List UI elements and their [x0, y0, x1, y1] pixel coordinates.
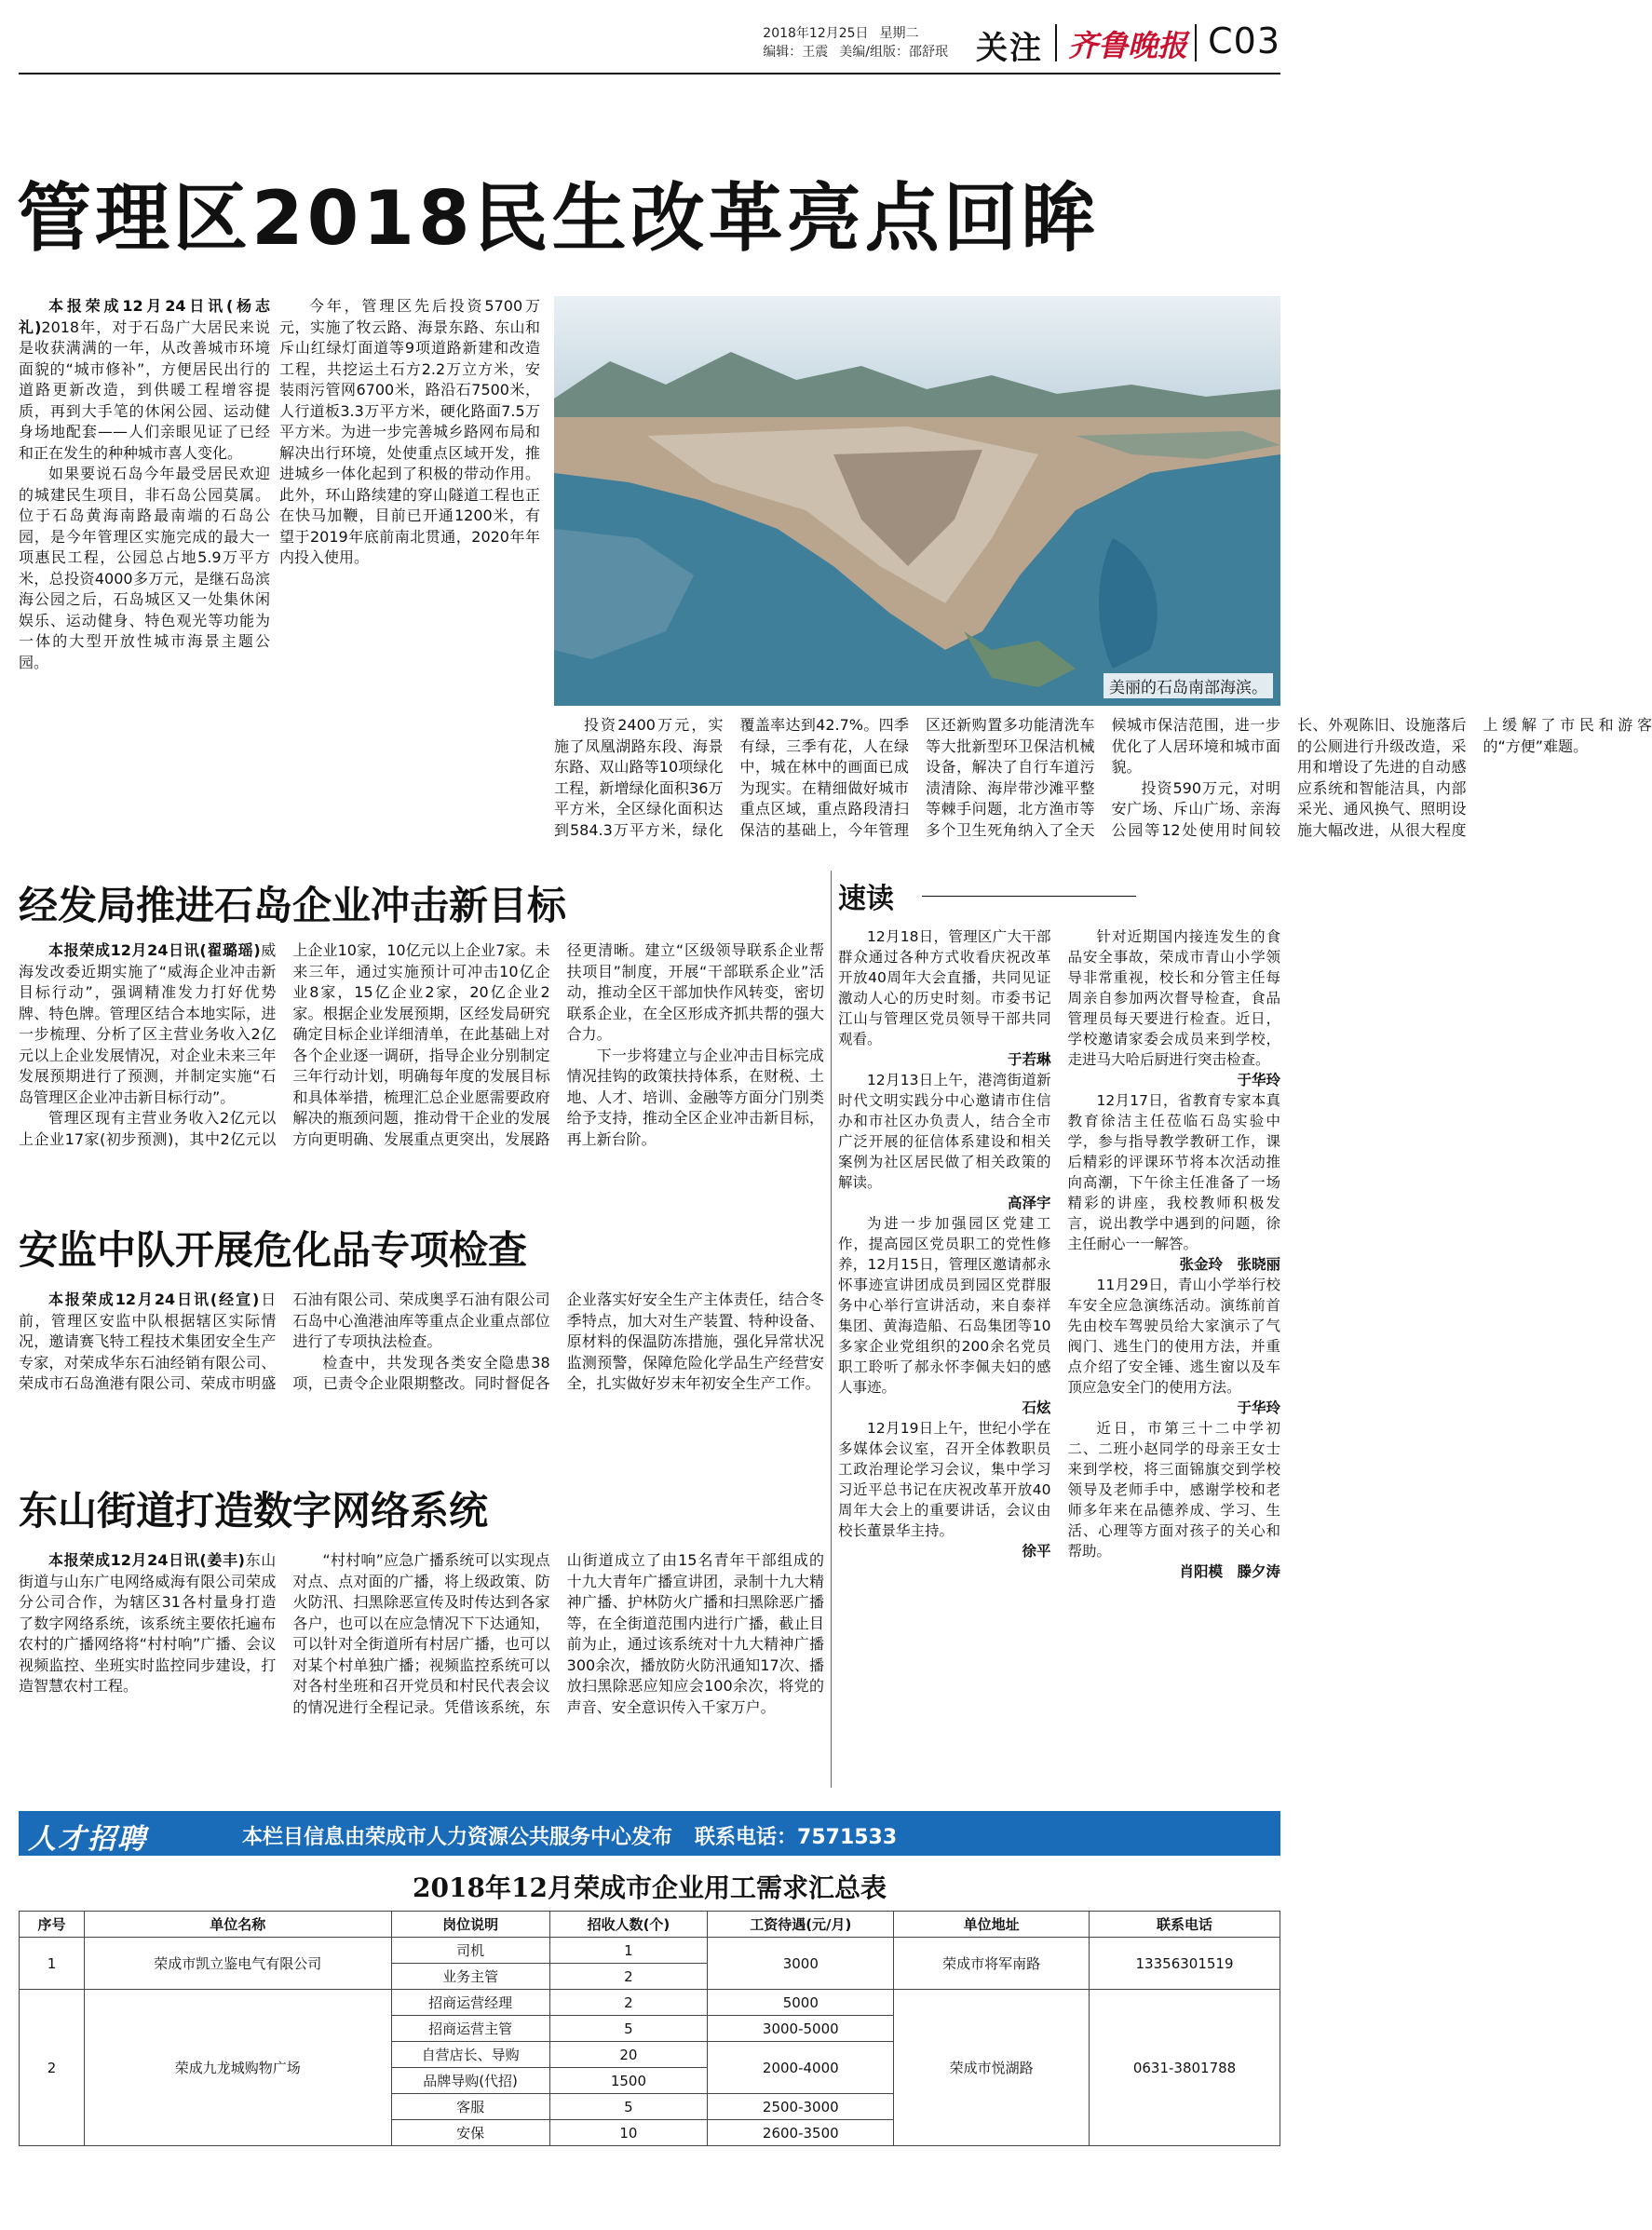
job-title: 客服 [391, 2094, 549, 2120]
column-header: 单位地址 [894, 1912, 1090, 1938]
job-salary: 3000 [708, 1938, 894, 1990]
job-count: 1 [549, 1938, 708, 1964]
designer-credit: 美编/组版：邵舒珉 [839, 45, 948, 60]
job-count: 2 [549, 1990, 708, 2016]
quick-read-author: 于华玲 [1237, 1399, 1280, 1416]
article3-paragraph: 检查中，共发现各类安全隐患38项，已责令企业限期整改。同时督促各企业落实好安全生产主体责任，结合冬季特点，加大对生产装置、特种设备、原材料的保温防冻措施，强化异常状况监测预警，保障危险化学品生产经营安全，扎实做好岁末年初安全生产工作。 [292, 1291, 824, 1392]
editor-credit: 编辑：王震 [763, 45, 829, 60]
issue-weekday: 星期二 [879, 26, 919, 41]
recruitment-banner [19, 1811, 1280, 1856]
job-count: 5 [549, 2016, 708, 2042]
article3-byline: 本报荣成12月24日讯(经宣) [48, 1291, 260, 1308]
coastline-photo [554, 296, 1280, 706]
main-paragraph: 如果要说石岛今年最受居民欢迎的城建民生项目，非石岛公园莫属。位于石岛黄海南路最南端的石岛公园，是今年管理区实施完成的最大一项惠民工程，公园总占地5.9万平方米，总投资4000多万元，是继石岛滨海公园之后，石岛城区又一处集休闲娱乐、运动健身、特色观光等功能为一体的大型开放性城市海景主题公园。 [19, 465, 270, 671]
article2-paragraph: 管理区现有主营业务收入2亿元以上企业17家(初步预测)，其中2亿元以上企业10家，10亿元以上企业7家。未来三年，通过实施预计可冲击10亿企业8家，15亿企业2家，20亿企业2家。根据企业发展预期，区经发局研究确定目标企业详细清单，在此基础上对各个企业逐一调研，指导企业分别制定三年行动计划，明确每年度的发展目标和具体举措，梳理汇总企业愿需要政府解决的瓶颈问题，推动骨干企业的发展方向更明确、发展重点更突出，发展路径更清晰。建立“区级领导联系企业帮扶项目”制度，开展“干部联系企业”活动，推动全区干部加快作风转变，密切联系企业，在全区形成齐抓共帮的强大合力。 [19, 941, 824, 1148]
table-row [20, 1990, 1280, 2016]
job-title: 品牌导购(代招) [391, 2068, 549, 2094]
main-headline: 管理区2018民生改革亮点回眸 [17, 175, 1100, 262]
article3-body [19, 1290, 824, 1471]
main-paragraph: 投资2400万元，实施了凤凰湖路东段、海景东路、双山路等10项绿化工程，新增绿化面积36万平方米，全区绿化面积达到584.3万平方米，绿化覆盖率达到42.7%。四季有绿，三季有花，人在绿中，城在林中的画面已成为现实。在精细做好城市重点区域，重点路段清扫保洁的基础上，今年管理区还新购置多功能清洗车等大批新型环卫保洁机械设备，解决了自行车道污渍清除、海岸带沙滩平整等棘手问题，北方渔市等多个卫生死角纳入了全天候城市保洁范围，进一步优化了人居环境和城市面貌。 [554, 716, 1280, 839]
header-divider [1055, 24, 1057, 61]
main-article-col-1 [19, 296, 270, 864]
header-rule [19, 73, 1280, 74]
quick-read-author: 高泽宇 [1007, 1195, 1051, 1211]
column-header: 岗位说明 [391, 1912, 549, 1938]
quick-read-author: 徐平 [1022, 1543, 1051, 1560]
row-number: 2 [20, 1990, 85, 2146]
column-header: 序号 [20, 1912, 85, 1938]
job-count: 20 [549, 2042, 708, 2068]
article2-paragraph: 下一步将建立与企业冲击目标完成情况挂钩的政策扶持体系，在财税、土地、人才、培训、金融等方面分门别类给予支持，推动全区企业冲击新目标，再上新台阶。 [566, 1046, 824, 1148]
quick-read-body [838, 926, 1280, 1792]
column-header: 联系电话 [1090, 1912, 1280, 1938]
aerial-coast-image [554, 296, 1280, 706]
quick-read-item: 12月17日，省教育专家本真教育徐洁主任莅临石岛实验中学，参与指导教学教研工作，课后精彩的评课环节将本次活动推向高潮，下午徐主任准备了一场精彩的讲座，我校教师积极发言，说出教学中遇到的问题，徐主任耐心一一解答。 [1067, 1092, 1280, 1252]
job-title: 业务主管 [391, 1964, 549, 1990]
company-phone: 0631-3801788 [1090, 1990, 1280, 2146]
article4-paragraph: 东山街道与山东广电网络威海有限公司荣成分公司合作，为辖区31各村量身打造了数字网络系统，该系统主要依托遍布农村的广播网络将“村村响”广播、会议视频监控、坐班实时监控同步建设，打造智慧农村工程。 [19, 1551, 277, 1695]
section-label: 关注 [976, 30, 1043, 67]
article4-headline: 东山街道打造数字网络系统 [19, 1488, 489, 1534]
quick-read-item: 针对近期国内接连发生的食品安全事故，荣成市青山小学领导非常重视，校长和分管主任每周亲自参加两次督导检查，食品管理员每天要进行检查。近日，学校邀请家委会成员来到学校，走进马大哈后厨进行突击检查。 [1067, 928, 1280, 1068]
job-title: 招商运营经理 [391, 1990, 549, 2016]
recruitment-logo: 人才招聘 [28, 1823, 147, 1856]
job-salary: 3000-5000 [708, 2016, 894, 2042]
article2-paragraph: 威海发改委近期实施了“威海企业冲击新目标行动”，强调精准发力打好优势牌、特色牌。管理区结合本地实际，进一步梳理、分析了区主营业务收入2亿元以上企业发展情况，对企业未来三年发展预期进行了预测，并制定实施“石岛管理区企业冲击新目标行动”。 [19, 941, 277, 1106]
main-article-continued [554, 715, 1652, 850]
job-count: 2 [549, 1964, 708, 1990]
jobs-table [19, 1911, 1280, 2146]
recruitment-notice [242, 1821, 897, 1850]
job-count: 1500 [549, 2068, 708, 2094]
quick-read-item: 12月13日上午，港湾街道新时代文明实践分中心邀请市住信办和市社区办负责人，结合全市广泛开展的征信体系建设和相关案例为社区居民做了相关政策的解读。 [838, 1072, 1051, 1191]
recruitment-phone: 联系电话：7571533 [695, 1826, 898, 1849]
job-salary: 5000 [708, 1990, 894, 2016]
job-title: 司机 [391, 1938, 549, 1964]
job-title: 自营店长、导购 [391, 2042, 549, 2068]
quick-read-item: 12月19日上午，世纪小学在多媒体会议室，召开全体教职员工政治理论学习会议，集中学习习近平总书记在庆祝改革开放40周年大会上的重要讲话，会议由校长董景华主持。 [838, 1420, 1051, 1539]
quick-read-heading: 速读 [838, 883, 894, 915]
job-count: 5 [549, 2094, 708, 2120]
column-header: 招收人数(个) [549, 1912, 708, 1938]
quick-read-author: 肖阳模 滕夕涛 [1179, 1563, 1280, 1580]
job-salary: 2600-3500 [708, 2120, 894, 2146]
row-number: 1 [20, 1938, 85, 1990]
column-divider [831, 871, 832, 1788]
article2-body [19, 940, 824, 1229]
job-title: 招商运营主管 [391, 2016, 549, 2042]
job-salary: 2500-3000 [708, 2094, 894, 2120]
header-meta [763, 24, 959, 61]
article2-byline: 本报荣成12月24日讯(翟璐瑶) [48, 941, 261, 959]
company-name: 荣成九龙城购物广场 [84, 1990, 391, 2146]
quick-read-item: 11月29日，青山小学举行校车安全应急演练活动。演练前首先由校车驾驶员给大家演示了气阀门、逃生门的使用方法，并重点介绍了安全锤、逃生窗以及车顶应急安全门的使用方法。 [1067, 1277, 1280, 1396]
article3-paragraph: 日前，管理区安监中队根据辖区实际情况，邀请赛飞特工程技术集团安全生产专家，对荣成华东石油经销有限公司、荣成市石岛渔港有限公司、荣成市明盛石油有限公司、荣成奥孚石油有限公司石岛中心渔港油库等重点企业重点部位进行了专项执法检查。 [19, 1291, 550, 1392]
table-header-row [20, 1912, 1280, 1938]
quick-read-rule [922, 896, 1136, 897]
quick-read-author: 于若琳 [1007, 1051, 1051, 1068]
job-title: 安保 [391, 2120, 549, 2146]
quick-read-item: 为进一步加强园区党建工作，提高园区党员职工的党性修养，12月15日，管理区邀请郝永怀事迹宣讲团成员到园区党群服务中心举行宣讲活动，来自泰祥集团、黄海造船、石岛集团等10多家企业党组织的200余名党员职工聆听了郝永怀李佩夫妇的感人事迹。 [838, 1215, 1051, 1396]
column-header: 工资待遇(元/月) [708, 1912, 894, 1938]
article4-paragraph: “村村响”应急广播系统可以实现点对点、点对面的广播，将上级政策、防火防汛、扫黑除恶宣传及时传达到各家各户，也可以在应急情况下下达通知，可以针对全街道所有村居广播，也可以对某个村单独广播；视频监控系统可以对各村坐班和召开党员和村民代表会议的情况进行全程记录。凭借该系统，东山街道成立了由15名青年干部组成的十九大青年广播宣讲团，录制十九大精神广播、护林防火广播和扫黑除恶广播等，在全街道范围内进行广播，截止目前为止，通过该系统对十九大精神广播300余次，播放防火防汛通知17次、播放扫黑除恶应知应会100余次，将党的声音、安全意识传入千家万户。 [292, 1551, 824, 1716]
main-paragraph: 投资590万元，对明安广场、斥山广场、亲海公园等12处使用时间较长、外观陈旧、设施落后的公厕进行升级改造，采用和增设了先进的自动感应系统和智能洁具，内部采光、通风换气、照明设施大幅改进，从很大程度上缓解了市民和游客的“方便”难题。 [1111, 716, 1652, 839]
main-paragraph: 今年，管理区先后投资5700万元，实施了牧云路、海景东路、东山和斥山红绿灯面道等9项道路新建和改造工程，共挖运土石方2.2万立方米，安装雨污管网6700米，路沿石7500米，人行道板3.3万平方米，硬化路面7.5万平方米。为进一步完善城乡路网布局和解决出行环境，处使重点区域开发，推进城乡一体化起到了积极的带动作用。此外，环山路续建的穿山隧道工程也正在快马加鞭，目前已开通1200米，有望于2019年底前南北贯通，2020年年内投入使用。 [279, 297, 540, 566]
photo-caption: 美丽的石岛南部海滨。 [1104, 673, 1273, 698]
jobs-table-title: 2018年12月荣成市企业用工需求汇总表 [413, 1872, 887, 1903]
main-paragraph: 2018年，对于石岛广大居民来说是收获满满的一年，从改善城市环境面貌的“城市修补”，方便居民出行的道路更新改造，到供暖工程增容提质，再到大手笔的休闲公园、运动健身场地配套——人们亲眼见证了已经和正在发生的种种城市喜人变化。 [19, 318, 270, 462]
company-name: 荣成市凯立鉴电气有限公司 [84, 1938, 391, 1990]
quick-read-author: 于华玲 [1237, 1072, 1280, 1088]
quick-read-author: 张金玲 张晓丽 [1179, 1256, 1280, 1273]
article3-headline: 安监中队开展危化品专项检查 [19, 1227, 528, 1273]
job-salary: 2000-4000 [708, 2042, 894, 2094]
header-divider [1195, 24, 1197, 61]
company-phone: 13356301519 [1090, 1938, 1280, 1990]
article4-body [19, 1550, 824, 1788]
page-header [19, 17, 1280, 71]
issue-date: 2018年12月25日 [763, 26, 869, 41]
main-byline: 本报荣成12月24日讯(杨志礼) [19, 297, 270, 336]
quick-read-item: 12月18日，管理区广大干部群众通过各种方式收看庆祝改革开放40周年大会直播，共同见证激动人心的历史时刻。市委书记江山与管理区党员领导干部共同观看。 [838, 928, 1051, 1047]
article2-headline: 经发局推进石岛企业冲击新目标 [19, 883, 567, 928]
company-address: 荣成市悦湖路 [894, 1990, 1090, 2146]
quick-read-author: 石炫 [1022, 1399, 1051, 1416]
article4-byline: 本报荣成12月24日讯(姜丰) [48, 1551, 245, 1569]
main-article-col-2 [279, 296, 540, 836]
quick-read-item: 近日，市第三十二中学初二、二班小赵同学的母亲王女士来到学校，将三面锦旗交到学校领导及老师手中，感谢学校和老师多年来在品德养成、学习、生活、心理等方面对孩子的关心和帮助。 [1067, 1420, 1280, 1560]
job-count: 10 [549, 2120, 708, 2146]
column-header: 单位名称 [84, 1912, 391, 1938]
table-row [20, 1938, 1280, 1964]
page-number: C03 [1208, 20, 1280, 61]
company-address: 荣成市将军南路 [894, 1938, 1090, 1990]
recruitment-source: 本栏目信息由荣成市人力资源公共服务中心发布 [242, 1826, 673, 1849]
newspaper-logo: 齐鲁晚报 [1067, 28, 1187, 63]
